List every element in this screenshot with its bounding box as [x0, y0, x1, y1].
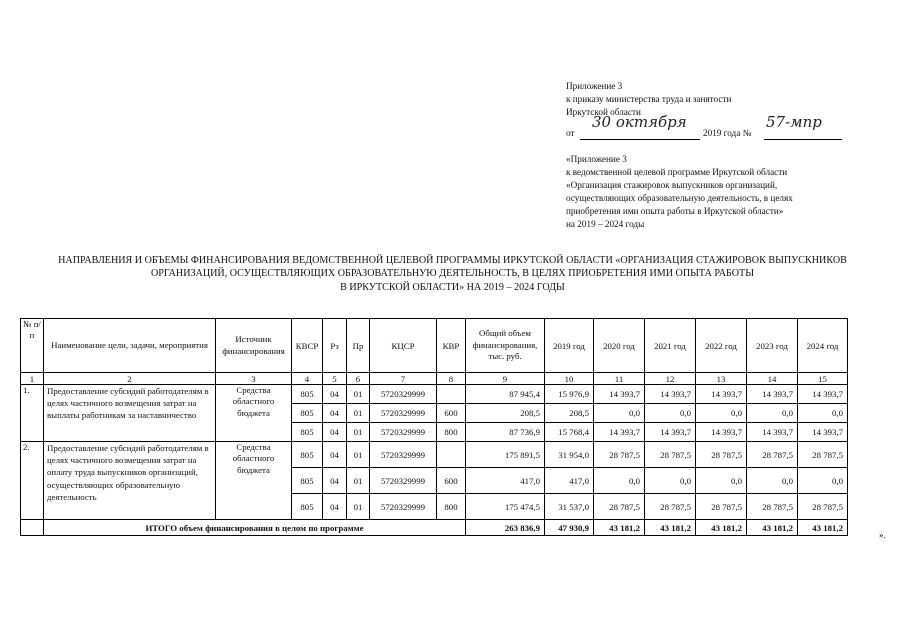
total-cell: 208,5	[466, 404, 545, 423]
total-cell: 175 474,5	[466, 494, 545, 520]
y2022-cell: 28 787,5	[696, 494, 747, 520]
kvr-cell: 800	[437, 423, 466, 442]
quote-line-6: на 2019 – 2024 годы	[566, 219, 645, 229]
kvr-cell	[437, 442, 466, 468]
total-2021-cell: 43 181,2	[645, 520, 696, 536]
table-row	[21, 385, 848, 404]
y2019-cell: 15 768,4	[545, 423, 594, 442]
rz-cell: 04	[323, 442, 347, 468]
ot-label: от	[566, 128, 575, 138]
col-number: 14	[747, 373, 798, 385]
col-number: 9	[466, 373, 545, 385]
header-2023: 2023 год	[747, 319, 798, 373]
col-number: 1	[21, 373, 44, 385]
col-number: 15	[798, 373, 848, 385]
header-2022: 2022 год	[696, 319, 747, 373]
handwritten-number: 57-мпр	[766, 113, 822, 131]
col-number: 8	[437, 373, 466, 385]
title-line-2: ОРГАНИЗАЦИЙ, ОСУЩЕСТВЛЯЮЩИХ ОБРАЗОВАТЕЛЬНУЮ ДЕЯТЕЛЬНОСТЬ, В ЦЕЛЯХ ПРИОБРЕТЕНИЯ ИМИ ОПЫТА РАБОТЫ	[150, 268, 754, 280]
y2021-cell: 14 393,7	[645, 385, 696, 404]
total-row-blank	[21, 520, 44, 536]
kvsr-cell: 805	[292, 494, 323, 520]
y2023-cell: 0,0	[747, 468, 798, 494]
document-title	[0, 254, 905, 294]
group-2-source: Средства областного бюджета	[216, 442, 292, 520]
rz-cell: 04	[323, 494, 347, 520]
kvsr-cell: 805	[292, 442, 323, 468]
group-2-name: Предоставление субсидий работодателям в целях частичного возмещения затрат на оплату труда выпускников организаций, осуществляющих образовательную деятельность	[44, 442, 216, 520]
y2024-cell: 28 787,5	[798, 494, 848, 520]
y2023-cell: 14 393,7	[747, 423, 798, 442]
total-2019-cell: 47 930,9	[545, 520, 594, 536]
y2021-cell: 14 393,7	[645, 423, 696, 442]
kvr-cell: 800	[437, 494, 466, 520]
header-2024: 2024 год	[798, 319, 848, 373]
y2019-cell: 31 537,0	[545, 494, 594, 520]
y2024-cell: 28 787,5	[798, 442, 848, 468]
number-underline	[764, 139, 842, 140]
y2023-cell: 0,0	[747, 404, 798, 423]
group-2-num: 2.	[21, 442, 44, 520]
header-pr: Пр	[347, 319, 370, 373]
total-2020-cell: 43 181,2	[594, 520, 645, 536]
y2022-cell: 28 787,5	[696, 442, 747, 468]
y2019-cell: 417,0	[545, 468, 594, 494]
col-number: 6	[347, 373, 370, 385]
y2023-cell: 28 787,5	[747, 442, 798, 468]
pr-cell: 01	[347, 423, 370, 442]
table-row	[21, 442, 848, 468]
kcsr-cell: 5720329999	[370, 468, 437, 494]
col-number: 11	[594, 373, 645, 385]
y2020-cell: 14 393,7	[594, 385, 645, 404]
handwritten-date: 30 октября	[592, 113, 687, 131]
col-number: 3	[216, 373, 292, 385]
header-kvsr: КВСР	[292, 319, 323, 373]
title-line-3: В ИРКУТСКОЙ ОБЛАСТИ» НА 2019 – 2024 ГОДЫ	[340, 281, 565, 293]
rz-cell: 04	[323, 385, 347, 404]
header-2019: 2019 год	[545, 319, 594, 373]
y2024-cell: 0,0	[798, 404, 848, 423]
kvr-cell	[437, 385, 466, 404]
y2020-cell: 0,0	[594, 404, 645, 423]
total-cell: 175 891,5	[466, 442, 545, 468]
appendix-line-1: Приложение 3	[566, 81, 623, 91]
column-number-row	[21, 373, 848, 385]
y2023-cell: 28 787,5	[747, 494, 798, 520]
year-label: 2019 года №	[703, 128, 752, 138]
kvr-cell: 600	[437, 468, 466, 494]
y2020-cell: 0,0	[594, 468, 645, 494]
kvsr-cell: 805	[292, 468, 323, 494]
rz-cell: 04	[323, 468, 347, 494]
y2024-cell: 14 393,7	[798, 423, 848, 442]
header-num: № п/п	[21, 319, 44, 373]
date-underline	[580, 139, 700, 140]
y2021-cell: 28 787,5	[645, 442, 696, 468]
y2021-cell: 0,0	[645, 404, 696, 423]
total-row-label: ИТОГО объем финансирования в целом по программе	[44, 520, 466, 536]
closing-quote: ».	[879, 530, 886, 540]
y2021-cell: 28 787,5	[645, 494, 696, 520]
kcsr-cell: 5720329999	[370, 494, 437, 520]
appendix-date-line	[566, 113, 866, 141]
col-number: 13	[696, 373, 747, 385]
col-number: 12	[645, 373, 696, 385]
group-1-num: 1.	[21, 385, 44, 442]
y2022-cell: 14 393,7	[696, 423, 747, 442]
y2019-cell: 208,5	[545, 404, 594, 423]
col-number: 4	[292, 373, 323, 385]
appendix-line-2: к приказу министерства труда и занятости	[566, 94, 732, 104]
total-cell: 87 736,9	[466, 423, 545, 442]
pr-cell: 01	[347, 494, 370, 520]
rz-cell: 04	[323, 404, 347, 423]
y2019-cell: 31 954,0	[545, 442, 594, 468]
kcsr-cell: 5720329999	[370, 442, 437, 468]
kcsr-cell: 5720329999	[370, 385, 437, 404]
group-1-source: Средства областного бюджета	[216, 385, 292, 442]
kvsr-cell: 805	[292, 385, 323, 404]
total-cell: 87 945,4	[466, 385, 545, 404]
rz-cell: 04	[323, 423, 347, 442]
total-2023-cell: 43 181,2	[747, 520, 798, 536]
header-name: Наименование цели, задачи, мероприятия	[44, 319, 216, 373]
header-row	[21, 319, 848, 373]
total-cell: 417,0	[466, 468, 545, 494]
y2024-cell: 0,0	[798, 468, 848, 494]
y2020-cell: 28 787,5	[594, 442, 645, 468]
col-number: 5	[323, 373, 347, 385]
header-2021: 2021 год	[645, 319, 696, 373]
y2020-cell: 28 787,5	[594, 494, 645, 520]
kcsr-cell: 5720329999	[370, 404, 437, 423]
grand-total-cell: 263 836,9	[466, 520, 545, 536]
header-2020: 2020 год	[594, 319, 645, 373]
appendix-line-3: Иркутской области	[566, 107, 641, 117]
quote-line-2: к ведомственной целевой программе Иркутской области	[566, 167, 788, 177]
pr-cell: 01	[347, 404, 370, 423]
group-1-name: Предоставление субсидий работодателям в целях частичного возмещения затрат на выплаты работникам за наставничество	[44, 385, 216, 442]
quote-line-4: осуществляющих образовательную деятельность, в целях	[566, 193, 793, 203]
total-row	[21, 520, 848, 536]
y2022-cell: 0,0	[696, 468, 747, 494]
total-2022-cell: 43 181,2	[696, 520, 747, 536]
pr-cell: 01	[347, 385, 370, 404]
pr-cell: 01	[347, 442, 370, 468]
col-number: 10	[545, 373, 594, 385]
pr-cell: 01	[347, 468, 370, 494]
header-source: Источник финансирования	[216, 319, 292, 373]
col-number: 7	[370, 373, 437, 385]
kcsr-cell: 5720329999	[370, 423, 437, 442]
y2022-cell: 14 393,7	[696, 385, 747, 404]
kvr-cell: 600	[437, 404, 466, 423]
quote-line-5: приобретения ими опыта работы в Иркутской области»	[566, 206, 784, 216]
col-number: 2	[44, 373, 216, 385]
title-line-1: НАПРАВЛЕНИЯ И ОБЪЕМЫ ФИНАНСИРОВАНИЯ ВЕДОМСТВЕННОЙ ЦЕЛЕВОЙ ПРОГРАММЫ ИРКУТСКОЙ ОБЛАСТИ «ОРГАНИЗАЦИЯ СТАЖИРОВОК ВЫПУСКНИКОВ	[58, 255, 847, 266]
total-2024-cell: 43 181,2	[798, 520, 848, 536]
header-rz: Рз	[323, 319, 347, 373]
y2021-cell: 0,0	[645, 468, 696, 494]
header-kvr: КВР	[437, 319, 466, 373]
kvsr-cell: 805	[292, 404, 323, 423]
quote-line-1: «Приложение 3	[566, 154, 627, 164]
y2024-cell: 14 393,7	[798, 385, 848, 404]
y2020-cell: 14 393,7	[594, 423, 645, 442]
header-kcsr: КЦСР	[370, 319, 437, 373]
y2019-cell: 15 976,9	[545, 385, 594, 404]
y2023-cell: 14 393,7	[747, 385, 798, 404]
header-total: Общий объем финансирования, тыс. руб.	[466, 319, 545, 373]
quote-line-3: «Организация стажировок выпускников организаций,	[566, 180, 778, 190]
financing-table	[20, 318, 848, 536]
kvsr-cell: 805	[292, 423, 323, 442]
y2022-cell: 0,0	[696, 404, 747, 423]
